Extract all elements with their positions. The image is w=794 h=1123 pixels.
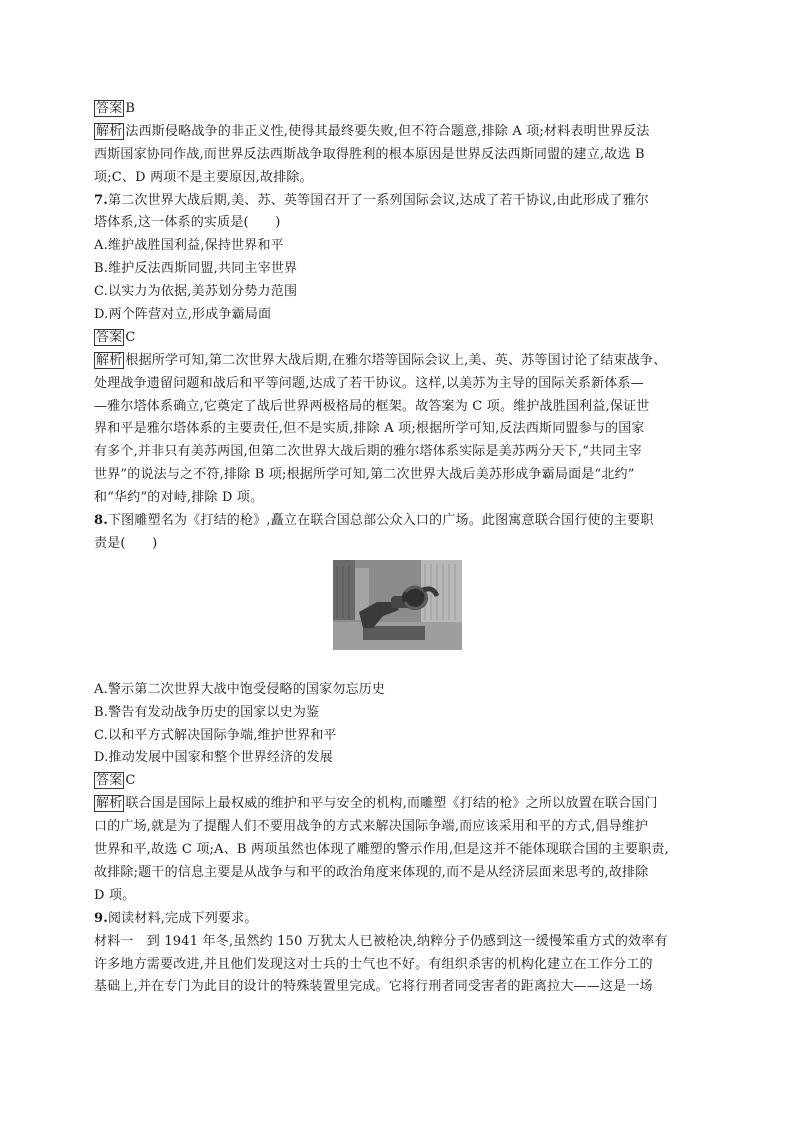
q7-option-a: A.维护战胜国利益,保持世界和平	[94, 238, 284, 254]
q8-analysis-line: D 项。	[94, 887, 136, 903]
q8-answer	[94, 770, 714, 793]
q8-stem-line: 责是( )	[94, 535, 158, 551]
knotted-gun-illustration	[333, 560, 462, 650]
q9-material-line: 材料一 到 1941 年冬,虽然约 150 万犹太人已被枪决,纳粹分子仍感到这一缓慢笨重方式的效率有	[94, 933, 668, 949]
q7-stem	[94, 190, 714, 213]
q8-option-c: C.以和平方式解决国际争端,维护世界和平	[94, 727, 337, 743]
question-number: 8.	[94, 513, 108, 529]
analysis-tag: 解析	[96, 352, 123, 368]
q8-analysis-line	[94, 793, 714, 816]
q8-analysis-line: 世界和平,故选 C 项;A、B 两项虽然也体现了雕塑的警示作用,但是这并不能体现联合国的主要职责,	[94, 842, 669, 858]
q7-stem-line: 塔体系,这一体系的实质是( )	[94, 215, 281, 231]
answer-value: C	[125, 329, 136, 345]
q9-material-line: 基础上,并在专门为此目的设计的特殊装置里完成。它将行刑者同受害者的距离拉大——这是一场	[94, 979, 653, 995]
question-text: 阅读材料,完成下列要求。	[107, 910, 258, 926]
q8-stem	[94, 510, 714, 533]
analysis-text: 联合国是国际上最权威的维护和平与安全的机构,而雕塑《打结的枪》之所以放置在联合国门	[125, 796, 658, 812]
question-text: 第二次世界大战后期,美、苏、英等国召开了一系列国际会议,达成了若干协议,由此形成了雅尔	[107, 192, 649, 208]
q8-analysis-line: 口的广场,就是为了提醒人们不要用战争的方式来解决国际争端,而应该采用和平的方式,倡导维护	[94, 819, 649, 835]
q9-stem	[94, 908, 714, 931]
q8-option-d: D.推动发展中国家和整个世界经济的发展	[94, 750, 333, 766]
question-number: 9.	[94, 910, 108, 926]
q8-analysis-line: 故排除;题干的信息主要是从战争与和平的政治角度来体现的,而不是从经济层面来思考的,故排除	[94, 864, 649, 880]
q7-option-d: D.两个阵营对立,形成争霸局面	[94, 307, 272, 323]
answer-tag: 答案	[96, 329, 123, 345]
q7-analysis-line: 有多个,并非只有美苏两国,但第二次世界大战后期的雅尔塔体系实际是美苏两分天下,“共同主宰	[94, 444, 642, 460]
q7-analysis-line: 处理战争遗留问题和战后和平等问题,达成了若干协议。这样,以美苏为主导的国际关系新体系—	[94, 375, 644, 391]
q7-analysis-line	[94, 350, 714, 373]
question-number: 7.	[94, 192, 108, 208]
q7-option-c: C.以实力为依据,美苏划分势力范围	[94, 284, 298, 300]
analysis-text: 法西斯侵略战争的非正义性,使得其最终要失败,但不符合题意,排除 A 项;材料表明世界反法	[125, 123, 650, 139]
q6-analysis-line: 西斯国家协同作战,而世界反法西斯战争取得胜利的根本原因是世界反法西斯同盟的建立,故选 B	[94, 146, 645, 162]
question-text: 下图雕塑名为《打结的枪》,矗立在联合国总部公众入口的广场。此图寓意联合国行使的主要职	[107, 513, 654, 529]
answer-value: B	[125, 101, 136, 116]
q7-analysis-line: —雅尔塔体系确立,它奠定了战后世界两极格局的框架。故答案为 C 项。维护战胜国利益,保证世	[94, 398, 650, 414]
q7-answer	[94, 327, 714, 350]
q8-option-a: A.警示第二次世界大战中饱受侵略的国家勿忘历史	[94, 681, 386, 697]
answer-value: C	[125, 773, 136, 789]
q6-analysis-line: 项;C、D 两项不是主要原因,故排除。	[94, 169, 313, 185]
document-page	[94, 98, 714, 999]
figure-container	[94, 560, 714, 677]
q7-analysis-line: 和“华约”的对峙,排除 D 项。	[94, 490, 264, 506]
answer-tag: 答案	[96, 773, 123, 789]
knotted-gun-sculpture-photo	[333, 560, 462, 650]
analysis-tag: 解析	[96, 123, 123, 139]
q6-answer	[94, 98, 714, 121]
q7-analysis-line: 界和平是雅尔塔体系的主要责任,但不是实质,排除 A 项;根据所学可知,反法西斯同盟参与的国家	[94, 421, 645, 437]
q8-option-b: B.警告有发动战争历史的国家以史为鉴	[94, 704, 320, 720]
q6-analysis-line	[94, 121, 714, 144]
analysis-tag: 解析	[96, 796, 123, 812]
q9-material-line: 许多地方需要改进,并且他们发现这对士兵的士气也不好。有组织杀害的机构化建立在工作分工的	[94, 956, 653, 972]
q7-option-b: B.维护反法西斯同盟,共同主宰世界	[94, 261, 298, 277]
answer-tag: 答案	[96, 101, 123, 116]
q7-analysis-line: 世界”的说法与之不符,排除 B 项;根据所学可知,第二次世界大战后美苏形成争霸局面是“北约”	[94, 467, 635, 483]
analysis-text: 根据所学可知,第二次世界大战后期,在雅尔塔等国际会议上,美、英、苏等国讨论了结束战争、	[125, 352, 667, 368]
